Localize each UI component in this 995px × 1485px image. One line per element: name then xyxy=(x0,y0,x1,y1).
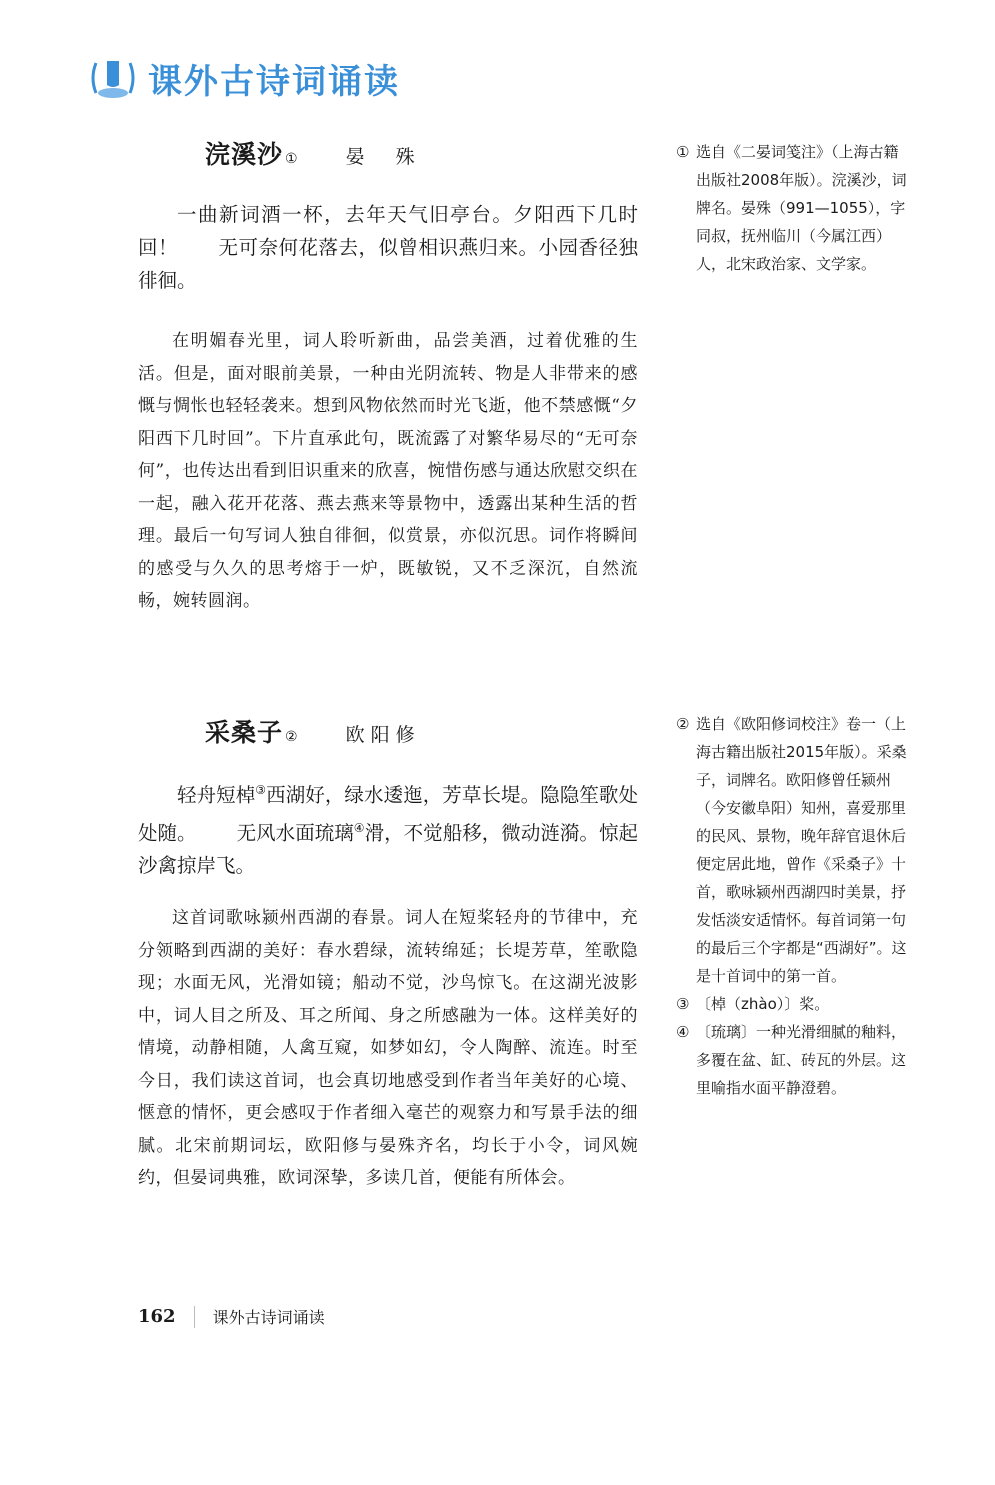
footnote-mark: ② xyxy=(285,729,298,745)
footnote xyxy=(676,710,912,990)
poem-line: 无风水面琉璃 xyxy=(236,821,354,844)
poem-line: 滑，不觉船移，微动涟漪。惊起沙禽掠岸飞。 xyxy=(138,821,638,877)
poem-body xyxy=(138,774,638,882)
poem-author: 晏 殊 xyxy=(345,146,421,168)
poem-line: 西湖好，绿水逶迤，芳草长堤。隐隐笙歌处处随。 xyxy=(138,783,638,844)
page-title: 课外古诗词诵读 xyxy=(148,61,400,102)
footnote-text: 选自《二晏词笺注》（上海古籍出版社2008年版）。浣溪沙，词牌名。晏殊（991—1055），字同叔，抚州临川（今属江西）人，北宋政治家、文学家。 xyxy=(696,143,907,273)
poem-line: 轻舟短棹 xyxy=(177,783,256,807)
footnote-number: ② xyxy=(676,715,690,733)
footnote-text: 〔棹（zhào）〕桨。 xyxy=(696,995,830,1013)
poem-line: 无可奈何花落去，似曾相识燕归来。小园香径独徘徊。 xyxy=(138,236,638,292)
side-notes xyxy=(676,138,912,278)
footnote-text: 选自《欧阳修词校注》卷一（上海古籍出版社2015年版）。采桑子，词牌名。欧阳修曾任颍州（今安徽阜阳）知州，喜爱那里的民风、景物，晚年辞官退休后便定居此地，曾作《采桑子》十首，歌咏颍州西湖四时美景，抒发恬淡安适情怀。每首词第一句的最后三个字都是“西湖好”。这是十首词中的第一首。 xyxy=(696,715,907,985)
footnote-mark: ① xyxy=(285,151,298,167)
poem-title-row xyxy=(205,135,421,171)
footer-title: 课外古诗词诵读 xyxy=(212,1308,325,1327)
footnote xyxy=(676,990,912,1018)
section-header xyxy=(88,50,400,106)
footer-divider xyxy=(194,1306,195,1328)
poem-body xyxy=(138,198,638,297)
poem-line: 一曲新词酒一杯，去年天气旧亭台。夕阳西下几时回！ xyxy=(138,203,638,259)
poem-title-row xyxy=(205,713,421,749)
footnote-mark: ③ xyxy=(255,783,267,797)
footnote-mark: ④ xyxy=(353,820,365,835)
page-number: 162 xyxy=(138,1306,176,1327)
side-notes xyxy=(676,710,912,1102)
footnote xyxy=(676,1018,912,1102)
poem-commentary: 在明媚春光里，词人聆听新曲，品尝美酒，过着优雅的生活。但是，面对眼前美景，一种由光阴流转、物是人非带来的感慨与惆怅也轻轻袭来。想到风物依然而时光飞逝，他不禁感慨“夕阳西下几时回”。下片直承此句，既流露了对繁华易尽的“无可奈何”，也传达出看到旧识重来的欣喜，惋惜伤感与通达欣慰交织在一起，融入花开花落、燕去燕来等景物中，透露出某种生活的哲理。最后一句写词人独自徘徊，似赏景，亦似沉思。词作将瞬间的感受与久久的思考熔于一炉，既敏锐，又不乏深沉，自然流畅，婉转圆润。 xyxy=(138,331,638,611)
page-footer xyxy=(138,1305,325,1328)
footnote-number: ① xyxy=(676,143,690,161)
poem-title: 浣溪沙 xyxy=(205,140,284,169)
footnote-number: ④ xyxy=(676,1023,690,1041)
footnote-text: 〔琉璃〕一种光滑细腻的釉料，多覆在盆、缸、砖瓦的外层。这里喻指水面平静澄碧。 xyxy=(696,1023,907,1097)
bookmark-icon xyxy=(88,55,138,101)
poem-author: 欧阳修 xyxy=(345,724,421,746)
footnote-number: ③ xyxy=(676,995,690,1013)
poem-commentary: 这首词歌咏颍州西湖的春景。词人在短桨轻舟的节律中，充分领略到西湖的美好：春水碧绿，流转绵延；长堤芳草，笙歌隐现；水面无风，光滑如镜；船动不觉，沙鸟惊飞。在这湖光波影中，词人目之所及、耳之所闻、身之所感融为一体。这样美好的情境，动静相随，人禽互窥，如梦如幻，令人陶醉、流连。时至今日，我们读这首词，也会真切地感受到作者当年美好的心境、惬意的情怀，更会感叹于作者细入毫芒的观察力和写景手法的细腻。北宋前期词坛，欧阳修与晏殊齐名，均长于小令，词风婉约，但晏词典雅，欧词深挚，多读几首，便能有所体会。 xyxy=(138,908,638,1188)
footnote xyxy=(676,138,912,278)
poem-title: 采桑子 xyxy=(205,718,284,747)
